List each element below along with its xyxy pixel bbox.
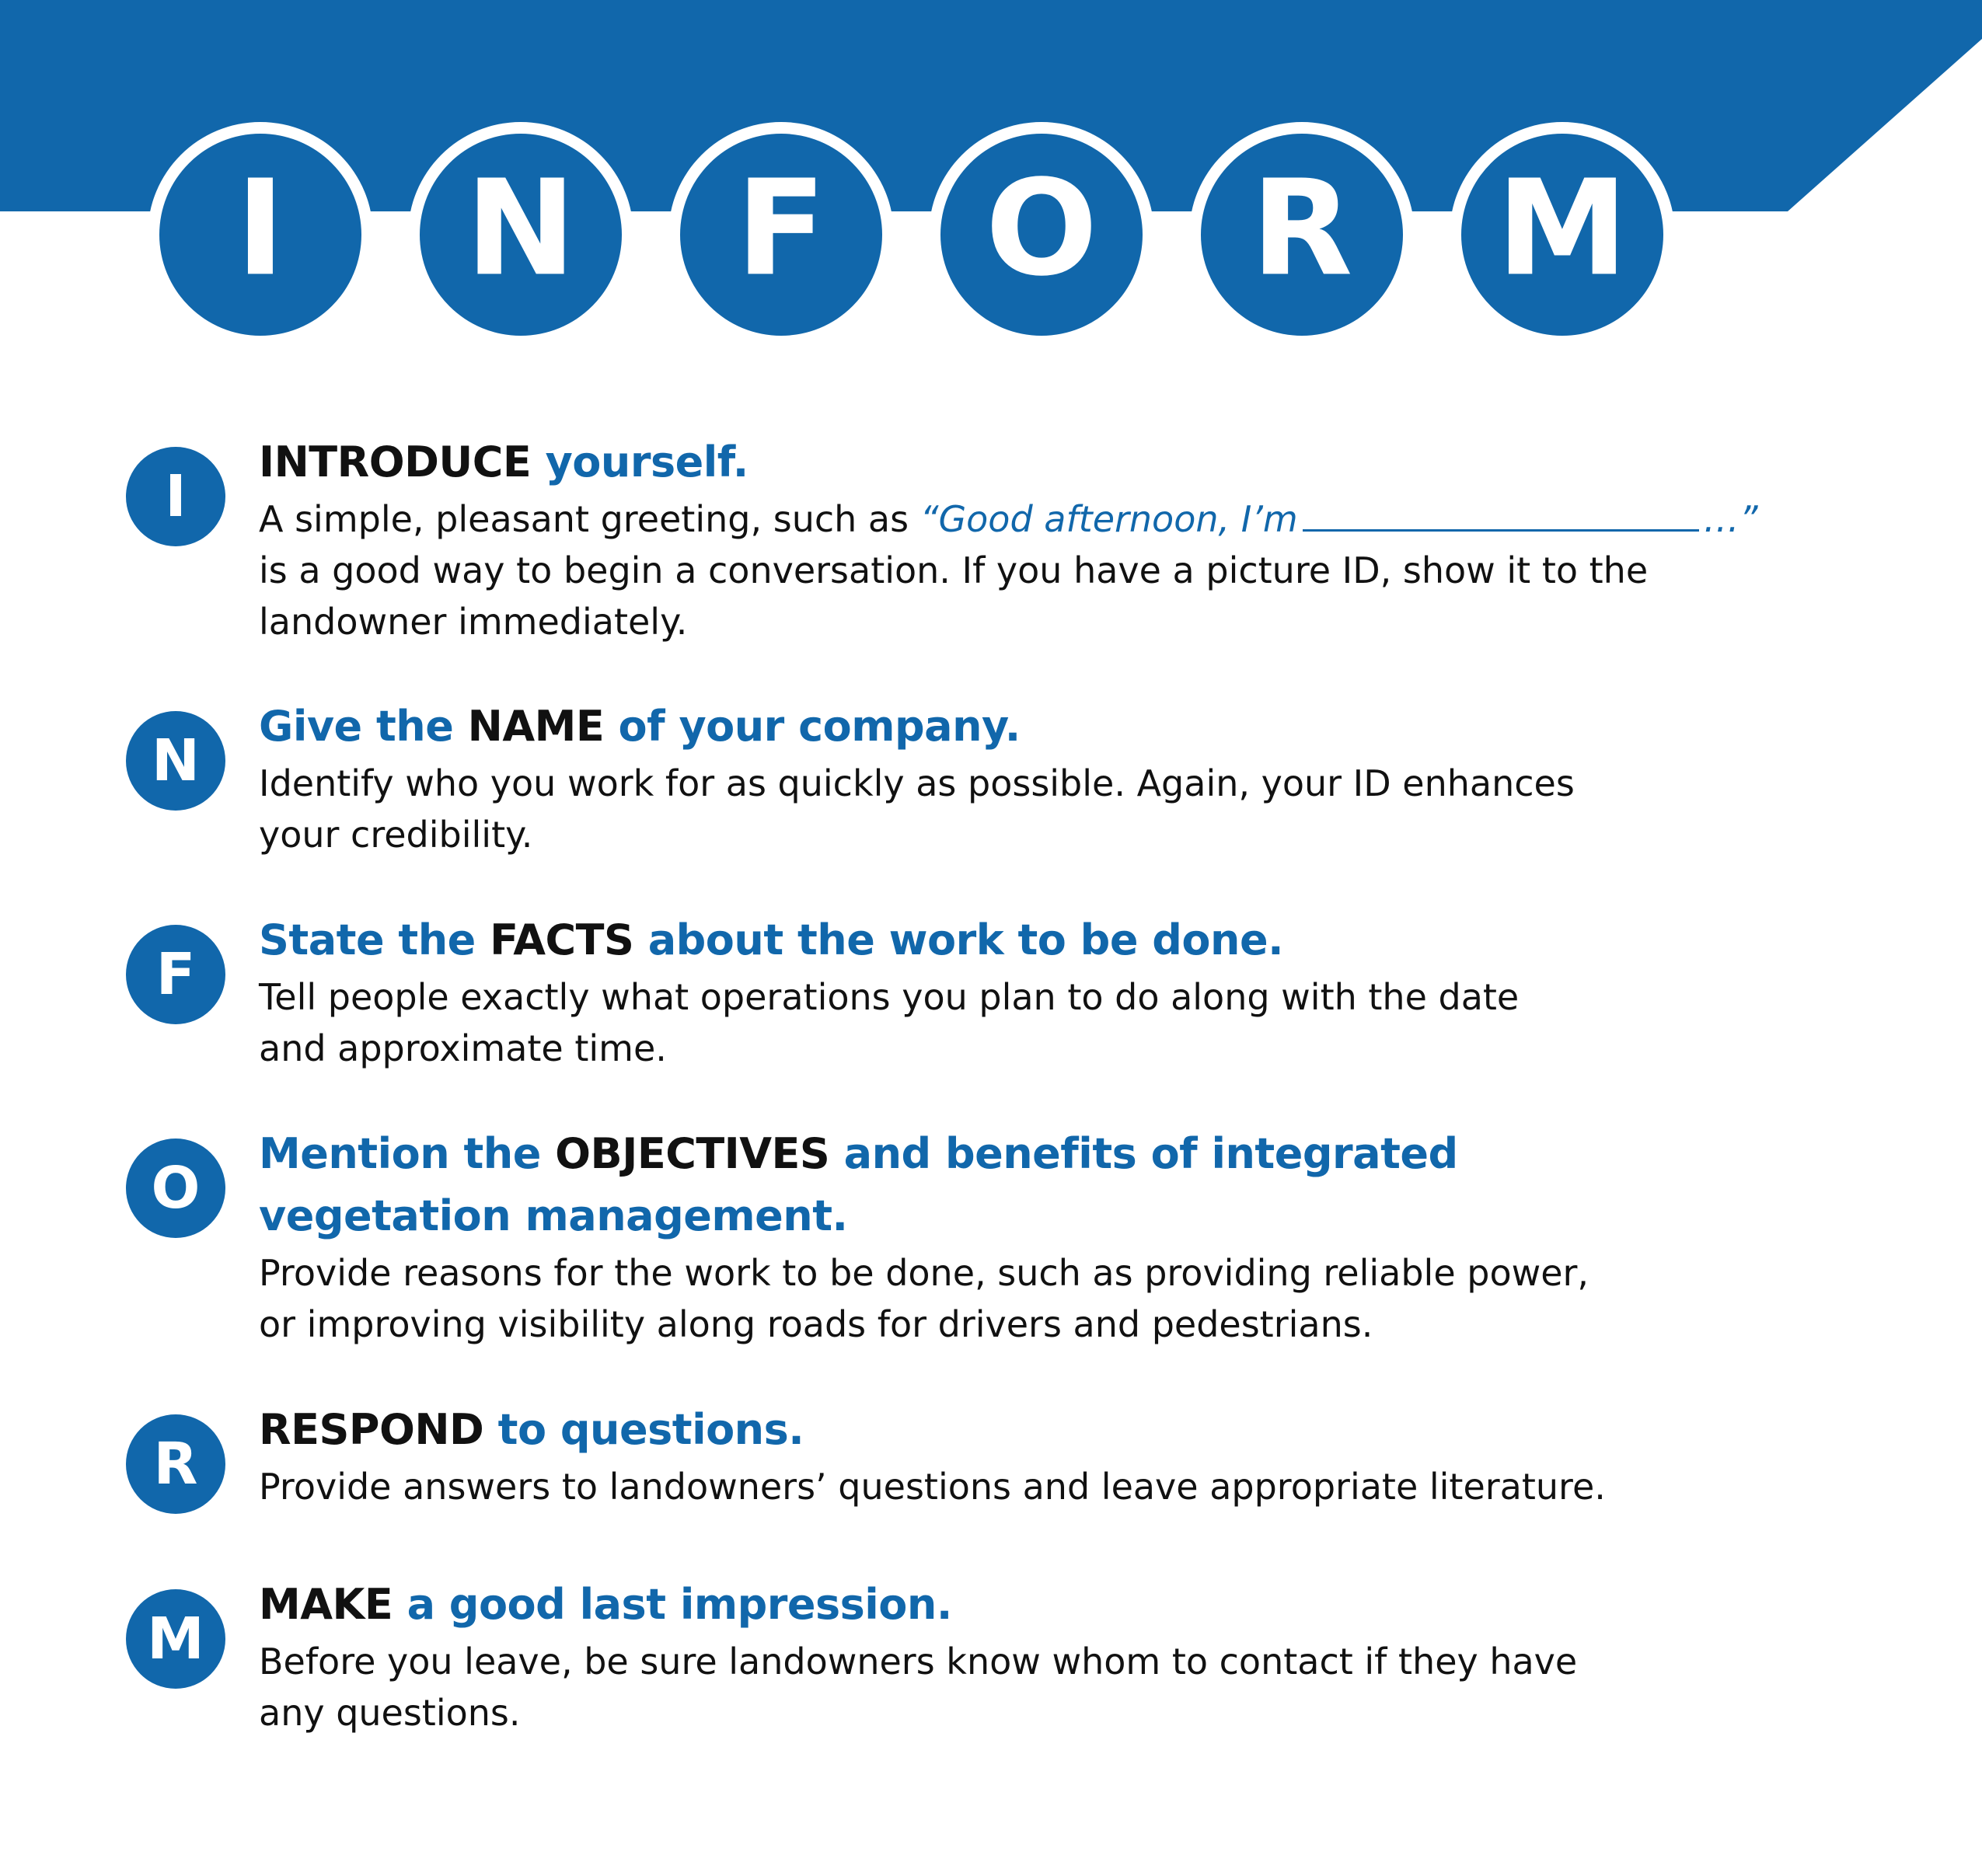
heading-text: to questions. [483,1405,804,1454]
header-circle-r [1189,122,1415,347]
heading-keyword: RESPOND [259,1405,484,1454]
heading-keyword: FACTS [490,915,634,964]
step-badge-i: I [126,447,225,546]
header-circle-f [668,122,894,347]
step-badge-r: R [126,1414,225,1514]
heading-text: and benefits of integrated [829,1129,1458,1178]
step-body-line: and approximate time. [259,1027,667,1069]
step-text [259,431,1891,647]
greeting-quote-end: …” [1703,498,1758,540]
header-letter-r: R [1251,152,1353,306]
step-body-line: Identify who you work for as quickly as possible. Again, your ID enhances [259,762,1575,804]
step-body-line [259,493,1891,545]
step-body-line: Provide reasons for the work to be done, such as providing reliable power, [259,1252,1589,1294]
header-circle-n [408,122,633,347]
step-body-line: your credibility. [259,814,533,856]
step-heading [259,909,1891,971]
header-letter-o: O [985,152,1098,306]
name-blank-line [1303,528,1699,532]
header-circle-i [148,122,373,347]
header-circle-o [929,122,1154,347]
header-letter-i: I [236,152,285,306]
greeting-quote: “Good afternoon, I’m [919,498,1298,540]
step-heading [259,1123,1891,1185]
header-letter-m: M [1496,152,1628,306]
body-text: A simple, pleasant greeting, such as [259,498,920,540]
step-badge-o: O [126,1139,225,1238]
step-heading [259,1574,1891,1636]
heading-text: a good last impression. [393,1580,952,1629]
step-badge-f: F [126,925,225,1024]
step-heading [259,1399,1891,1461]
header-circle-m [1450,122,1675,347]
step-badge-n: N [126,711,225,811]
heading-text: yourself. [531,438,748,486]
step-body-line: or improving visibility along roads for drivers and pedestrians. [259,1303,1373,1345]
step-text [259,909,1891,1074]
heading-keyword: MAKE [259,1580,393,1629]
step-text [259,1574,1891,1738]
step-body-line: any questions. [259,1692,521,1734]
step-heading [259,431,1891,493]
step-body-line: Tell people exactly what operations you plan to do along with the date [259,976,1520,1018]
step-body-line: Before you leave, be sure landowners know whom to contact if they have [259,1641,1578,1682]
header-banner [0,0,1982,357]
step-text [259,1123,1891,1350]
heading-text: Give the [259,702,468,751]
heading-text: of your company. [604,702,1021,751]
heading-keyword: NAME [467,702,605,751]
heading-keyword: INTRODUCE [259,438,532,486]
step-badge-m: M [126,1589,225,1689]
heading-text: State the [259,915,490,964]
step-heading [259,696,1891,758]
heading-text: about the work to be done. [633,915,1284,964]
step-heading-continued: vegetation management. [259,1191,848,1240]
heading-keyword: OBJECTIVES [555,1129,830,1178]
step-text [259,1399,1891,1512]
heading-text: Mention the [259,1129,556,1178]
step-text [259,696,1891,860]
step-body-line: Provide answers to landowners’ questions and leave appropriate literature. [259,1466,1606,1508]
step-body-line: is a good way to begin a conversation. If you have a picture ID, show it to the [259,549,1649,591]
step-body-line: landowner immediately. [259,601,688,643]
header-letter-n: N [465,152,577,306]
header-letter-f: F [735,152,827,306]
